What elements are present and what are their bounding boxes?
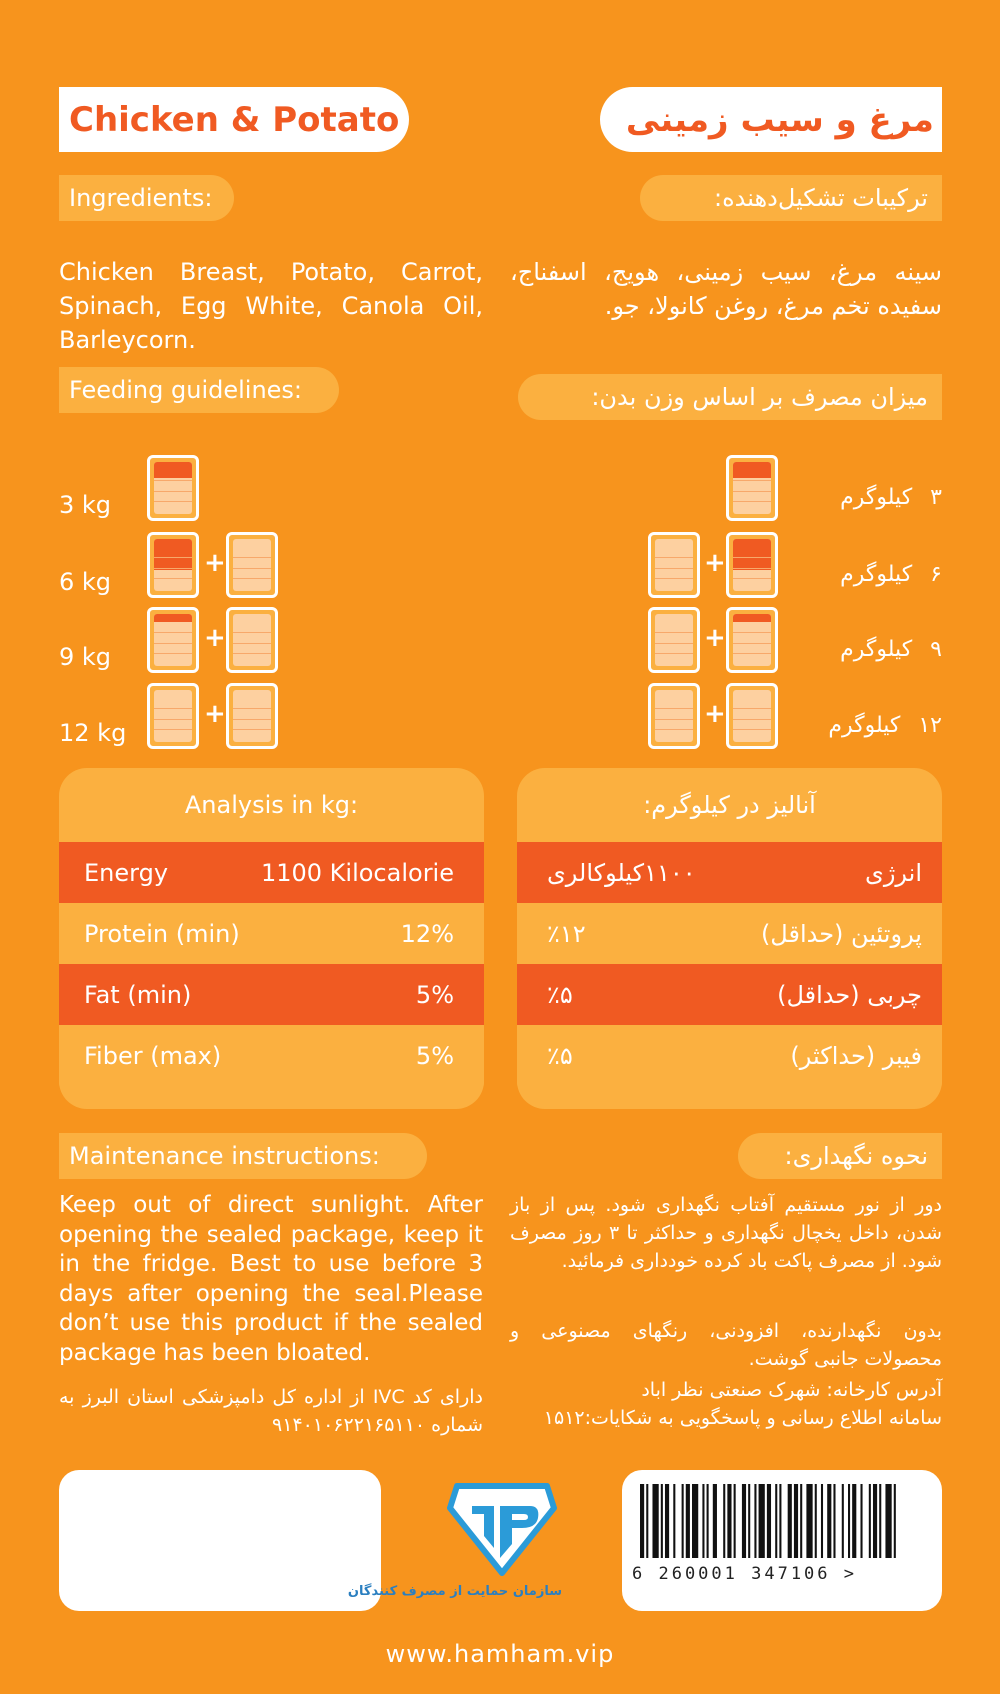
blank-label-box [59,1470,381,1611]
website-url: www.hamham.vip [385,1640,615,1668]
plus-icon: + [204,699,226,729]
feeding-weight-fa-number: ۹ [930,637,942,662]
plus-icon: + [704,623,726,653]
barcode-number: 6 260001 347106 > [632,1564,857,1584]
ingredients-label-en: Ingredients: [59,175,234,221]
food-pouch-icon [726,607,778,673]
ingredients-text-fa: سینه مرغ، سیب زمینی، هویج، اسفناج، سفیده تخم مرغ، روغن کانولا، جو. [510,258,942,320]
analysis-row [517,964,942,1025]
nutrient-value: ۱۱۰۰کیلوکالری [547,858,696,887]
complaints-text-fa: سامانه اطلاع رسانی و پاسخگویی به شکایات:۱۵۱۲ [543,1407,942,1429]
analysis-row [517,903,942,964]
feeding-weight-fa [790,485,942,510]
nutrient-value: 5% [415,1041,454,1070]
feeding-weight-fa-unit: کیلوگرم [828,713,901,738]
feeding-weight-fa [790,637,942,662]
feeding-weight-fa-number: ۳ [930,485,942,510]
maintenance-text-en: Keep out of direct sunlight. After opening the sealed package, keep it in the fridge. Best to use before 3 days after opening the seal.Please don’t use this product if the sealed package has been bloated. [59,1192,483,1366]
nutrient-name: فیبر (حداکثر) [790,1041,922,1070]
ivc-text-fa: دارای کد IVC از اداره کل دامپزشکی استان البرز به شماره ۹۱۴۰۱۰۶۲۲۱۶۵۱۱۰ [59,1386,483,1436]
feeding-weight-en: 9 kg [59,643,112,671]
analysis-row [59,1025,484,1086]
analysis-row [59,903,484,964]
nutrient-name: Fiber (max) [84,1041,222,1070]
feeding-weight-fa [790,713,942,738]
food-pouch-icon [147,607,199,673]
food-pouch-icon [648,607,700,673]
food-pouch-icon [726,455,778,521]
feeding-weight-fa-unit: کیلوگرم [840,485,913,510]
nutrient-value: ٪۱۲ [547,919,586,948]
food-pouch-icon [147,683,199,749]
nutrient-name: Protein (min) [84,919,240,948]
feeding-weight-en: 12 kg [59,719,127,747]
feeding-weight-fa-unit: کیلوگرم [840,637,913,662]
maintenance-label-en: Maintenance instructions: [59,1133,427,1179]
analysis-title-fa: آنالیز در کیلوگرم: [643,791,816,819]
barcode-icon [640,1484,900,1558]
food-pouch-icon [226,683,278,749]
nutrient-value: 5% [415,980,454,1009]
food-pouch-icon [226,607,278,673]
nutrient-name: Fat (min) [84,980,192,1009]
food-pouch-icon [726,683,778,749]
food-pouch-icon [147,532,199,598]
logo-text: سازمان حمایت از مصرف کنندگان [347,1584,562,1599]
nutrient-value: ٪۵ [547,1041,573,1070]
maintenance-text-fa: دور از نور مستقیم آفتاب نگهداری شود. پس از باز شدن، داخل یخچال نگهداری و حداکثر تا ۳ روز مصرف شود. از مصرف پاکت باد کرده خودداری فرمائید. [510,1194,942,1272]
nutrient-value: 12% [400,919,454,948]
plus-icon: + [204,623,226,653]
food-pouch-icon [226,532,278,598]
product-title-en: Chicken & Potato [59,87,409,152]
analysis-row [517,1025,942,1086]
ingredients-text-en: Chicken Breast, Potato, Carrot, Spinach, Egg White, Canola Oil, Barleycorn. [59,258,483,354]
analysis-row [59,964,484,1025]
food-pouch-icon [726,532,778,598]
shield-icon [442,1478,562,1578]
nutrient-name: پروتئین (حداقل) [760,919,922,948]
product-title-fa: مرغ و سیب زمینی [600,87,942,152]
nutrient-value: 1100 Kilocalorie [260,858,454,887]
food-pouch-icon [648,532,700,598]
feeding-weight-fa-number: ۱۲ [918,713,942,738]
nutrient-value: ٪۵ [547,980,573,1009]
plus-icon: + [704,548,726,578]
feeding-weight-fa [790,562,942,587]
analysis-row [517,842,942,903]
maintenance-label-fa: نحوه نگهداری: [738,1133,942,1179]
barcode-box [622,1470,942,1611]
feeding-label-en: Feeding guidelines: [59,367,339,413]
ingredients-label-fa: ترکیبات تشکیل‌دهنده: [640,175,942,221]
nutrient-name: چربی (حداقل) [777,980,922,1009]
feeding-weight-en: 6 kg [59,568,112,596]
feeding-weight-fa-number: ۶ [930,562,942,587]
additives-text-fa: بدون نگهدارنده، افزودنی، رنگهای مصنوعی و محصولات جانبی گوشت. [510,1320,942,1370]
feeding-weight-en: 3 kg [59,491,112,519]
analysis-table-en [59,768,484,1109]
analysis-title-en: Analysis in kg: [184,791,359,819]
analysis-table-fa [517,768,942,1109]
nutrient-name: Energy [84,858,169,887]
plus-icon: + [704,699,726,729]
address-text-fa: آدرس کارخانه: شهرک صنعتی نظر اباد [641,1379,942,1401]
food-pouch-icon [147,455,199,521]
analysis-row [59,842,484,903]
plus-icon: + [204,548,226,578]
food-pouch-icon [648,683,700,749]
nutrient-name: انرژی [865,858,922,887]
cp-shield-logo-icon [347,1478,562,1618]
feeding-label-fa: میزان مصرف بر اساس وزن بدن: [518,374,942,420]
feeding-weight-fa-unit: کیلوگرم [840,562,913,587]
